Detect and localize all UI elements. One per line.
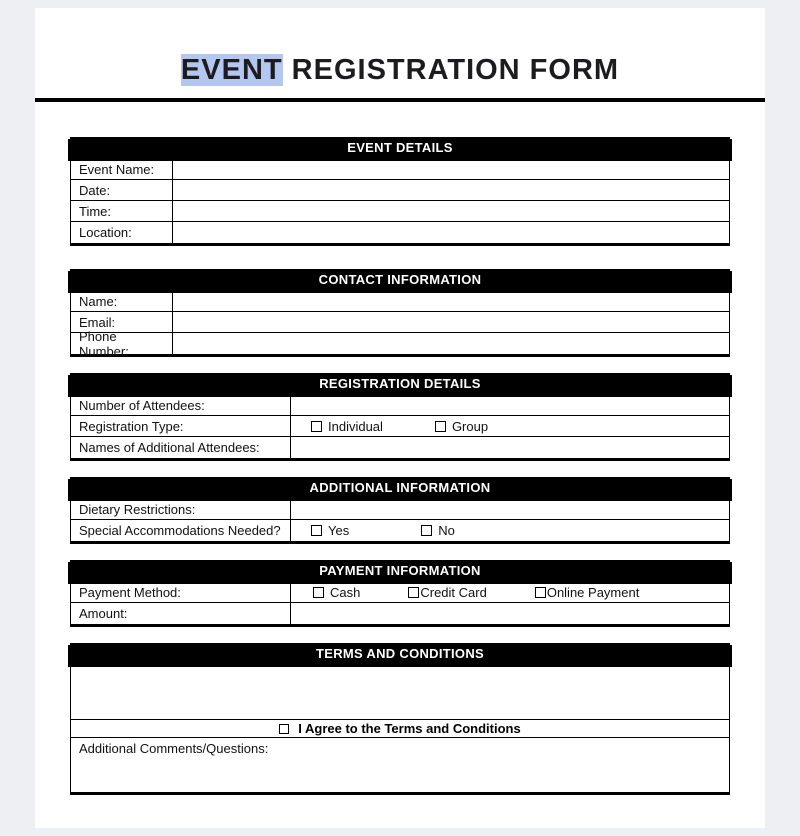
payment-information-table <box>70 582 730 625</box>
individual-checkbox-option[interactable] <box>311 419 383 434</box>
table-row <box>71 222 729 243</box>
email-input[interactable] <box>173 312 729 332</box>
field-label: Time: <box>71 201 173 221</box>
section-header-registration-details: REGISTRATION DETAILS <box>70 373 730 395</box>
terms-table <box>70 665 730 793</box>
contact-information-table <box>70 291 730 359</box>
field-label: Names of Additional Attendees: <box>71 437 291 458</box>
field-label: Phone Number: <box>71 333 173 354</box>
section-header-terms: TERMS AND CONDITIONS <box>70 643 730 665</box>
payment-method-options <box>291 582 729 602</box>
option-label: Yes <box>328 523 350 538</box>
table-row <box>71 416 729 437</box>
checkbox-icon[interactable] <box>408 587 419 598</box>
table-row <box>71 201 729 222</box>
event-name-input[interactable] <box>173 159 729 179</box>
field-label: Amount: <box>71 603 291 624</box>
section-header-contact-information: CONTACT INFORMATION <box>70 269 730 291</box>
selected-text: EVENT <box>180 54 283 86</box>
section-contact-information <box>70 269 730 359</box>
section-registration-details <box>70 373 730 459</box>
option-label: Online Payment <box>546 584 640 600</box>
time-input[interactable] <box>173 201 729 221</box>
amount-input[interactable] <box>291 603 729 624</box>
checkbox-icon[interactable] <box>311 525 322 536</box>
name-input[interactable] <box>173 291 729 311</box>
option-label: Group <box>451 418 489 434</box>
comments-label: Additional Comments/Questions: <box>79 741 269 756</box>
registration-details-table <box>70 395 730 459</box>
section-terms-and-conditions <box>70 643 730 793</box>
dietary-restrictions-input[interactable] <box>291 499 729 519</box>
table-row <box>71 159 729 180</box>
field-label: Location: <box>71 222 173 243</box>
additional-information-table <box>70 499 730 542</box>
agree-row <box>71 720 729 738</box>
field-label: Name: <box>71 291 173 311</box>
table-row <box>71 328 729 359</box>
table-row <box>71 180 729 201</box>
section-header-event-details: EVENT DETAILS <box>70 137 730 159</box>
phone-number-input[interactable] <box>173 333 729 354</box>
field-label: Event Name: <box>71 159 173 179</box>
field-label: Registration Type: <box>71 416 291 436</box>
title-area <box>35 8 765 87</box>
location-input[interactable] <box>173 222 729 243</box>
table-row <box>71 603 729 624</box>
cash-checkbox-option[interactable] <box>313 585 360 600</box>
title-divider <box>35 98 765 102</box>
option-label: Cash <box>330 584 361 600</box>
date-input[interactable] <box>173 180 729 200</box>
group-checkbox-option[interactable] <box>435 419 488 434</box>
agree-checkbox-icon[interactable] <box>279 724 289 734</box>
field-label: Email: <box>71 312 173 332</box>
option-label: No <box>438 523 455 538</box>
table-row <box>71 582 729 603</box>
no-checkbox-option[interactable] <box>421 523 455 538</box>
field-label: Dietary Restrictions: <box>71 499 291 519</box>
option-label: Credit Card <box>420 584 487 600</box>
section-payment-information <box>70 560 730 625</box>
page-title <box>181 54 619 86</box>
table-row <box>71 499 729 520</box>
field-label: Date: <box>71 180 173 200</box>
field-label: Number of Attendees: <box>71 395 291 415</box>
checkbox-icon[interactable] <box>435 421 446 432</box>
title-rest: REGISTRATION FORM <box>282 54 620 86</box>
option-label: Individual <box>328 418 383 434</box>
terms-text-area[interactable] <box>71 665 729 720</box>
section-event-details <box>70 137 730 244</box>
table-row <box>71 312 729 333</box>
checkbox-icon[interactable] <box>313 587 324 598</box>
additional-attendees-input[interactable] <box>291 437 729 458</box>
document-page <box>35 8 765 828</box>
agree-label: I Agree to the Terms and Conditions <box>298 721 521 736</box>
accommodations-options <box>291 520 729 541</box>
attendees-count-input[interactable] <box>291 395 729 415</box>
section-additional-information <box>70 477 730 542</box>
comments-input-area[interactable] <box>71 738 729 792</box>
event-details-table <box>70 159 730 244</box>
checkbox-icon[interactable] <box>535 587 546 598</box>
checkbox-icon[interactable] <box>421 525 432 536</box>
section-header-payment-information: PAYMENT INFORMATION <box>70 560 730 582</box>
field-label: Special Accommodations Needed? <box>71 520 291 541</box>
checkbox-icon[interactable] <box>311 421 322 432</box>
online-payment-checkbox-option[interactable] <box>535 585 640 600</box>
form-content <box>35 137 765 793</box>
section-header-additional-information: ADDITIONAL INFORMATION <box>70 477 730 499</box>
table-row <box>71 395 729 416</box>
table-row <box>71 520 729 541</box>
field-label: Payment Method: <box>71 582 291 602</box>
registration-type-options <box>291 416 729 436</box>
table-row <box>71 291 729 312</box>
table-row <box>71 437 729 458</box>
yes-checkbox-option[interactable] <box>311 523 349 538</box>
credit-card-checkbox-option[interactable] <box>408 585 486 600</box>
